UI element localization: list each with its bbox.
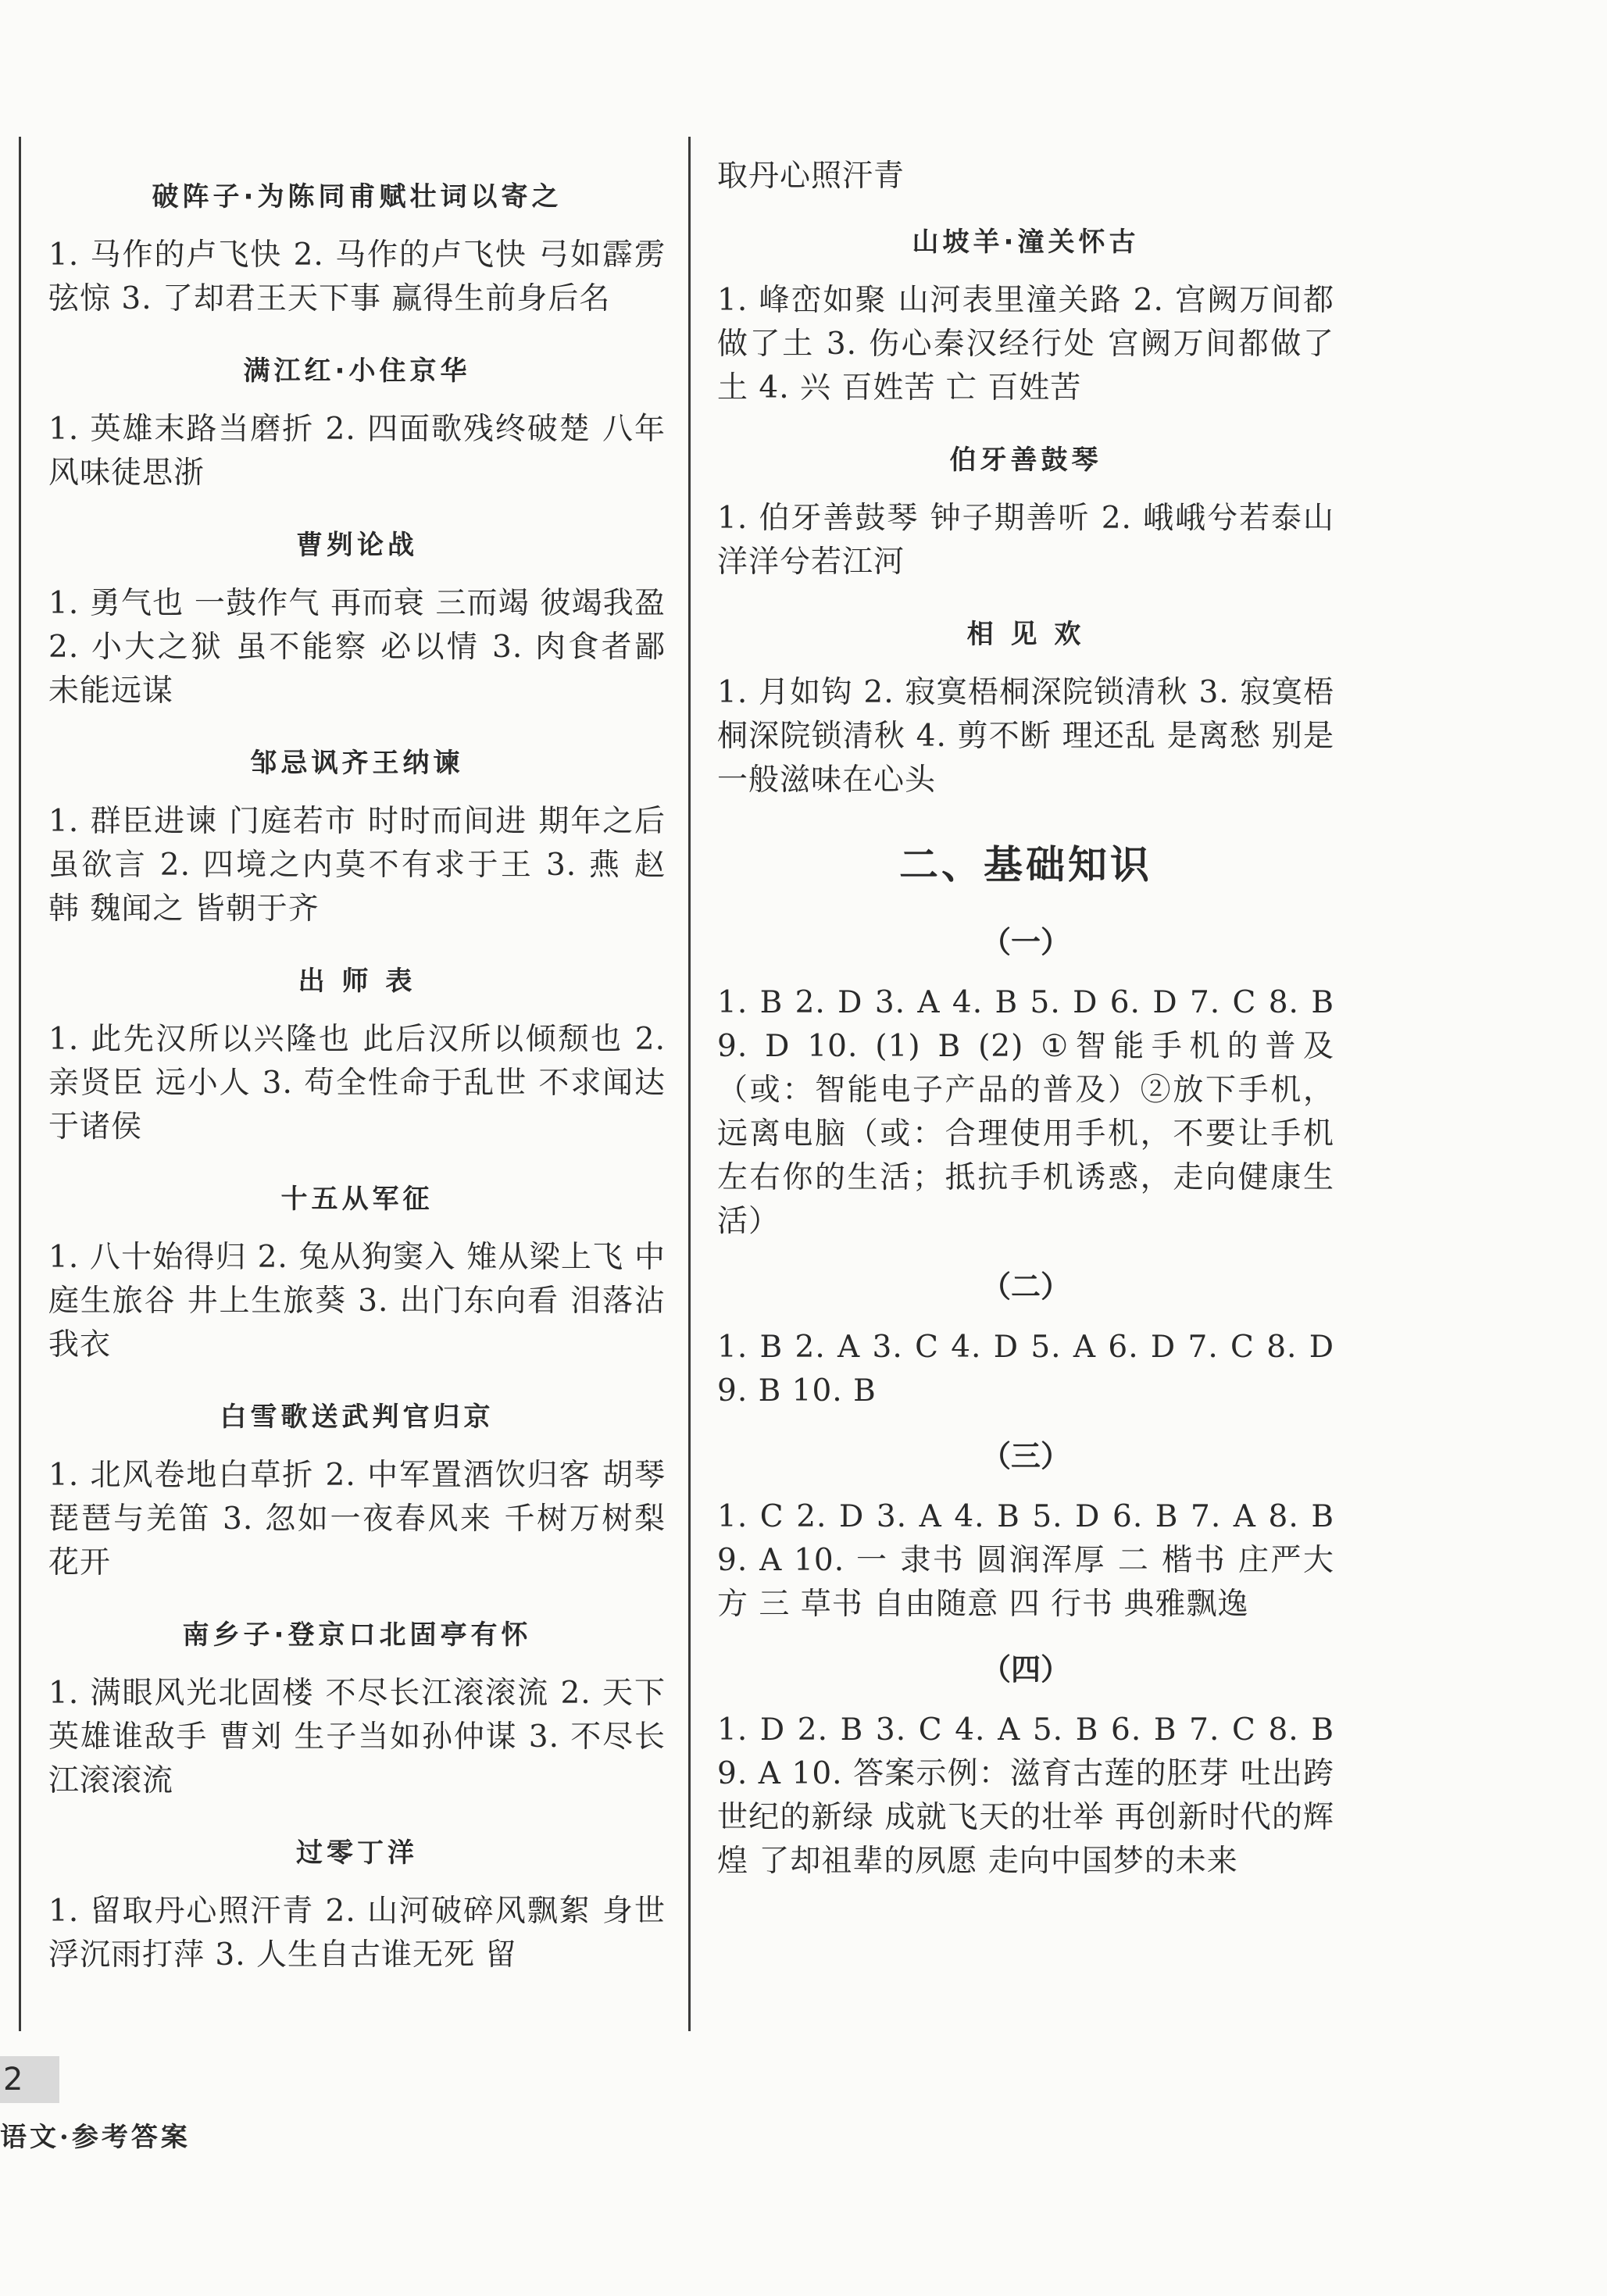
part [717,1432,1334,1626]
section-title: 白雪歌送武判官归京 [220,1402,495,1433]
section-answers: 1. 八十始得归 2. 兔从狗窦入 雉从梁上飞 中庭生旅谷 井上生旅葵 3. 出门东向看 泪落沾我衣 [48,1240,666,1362]
section-title: 曹刿论战 [296,530,418,561]
section-title: 相 见 欢 [966,619,1085,650]
section-answers: 1. 伯牙善鼓琴 钟子期善听 2. 峨峨兮若泰山 洋洋兮若江河 [717,501,1334,580]
part-answers: 1. D 2. B 3. C 4. A 5. B 6. B 7. C 8. B 9. A 10. 答案示例：滋育古莲的胚芽 吐出跨世纪的新绿 成就飞天的壮举 再创新时代的辉煌 了却祖辈的夙愿 走向中国梦的未来 [717,1712,1334,1879]
section-title: 南乡子·登京口北固亭有怀 [182,1619,532,1651]
part [717,1262,1334,1413]
section-title: 山坡羊·潼关怀古 [912,227,1140,258]
section [48,1177,666,1367]
part-answers: 1. B 2. A 3. C 4. D 5. A 6. D 7. C 8. D 9. B 10. B [717,1330,1334,1409]
section [48,349,666,495]
section [48,959,666,1149]
part-label: （四） [980,1651,1070,1687]
section-answers: 1. 英雄末路当磨折 2. 四面歌残终破楚 八年风味徒思浙 [48,412,666,491]
section-answers: 1. 满眼风光北固楼 不尽长江滚滚流 2. 天下英雄谁敌手 曹刘 生子当如孙仲谋 3. 不尽长江滚滚流 [48,1676,666,1798]
section [48,523,666,713]
section-title: 破阵子·为陈同甫赋壮词以寄之 [152,181,562,212]
section-answers: 1. 留取丹心照汗青 2. 山河破碎风飘絮 身世浮沉雨打萍 3. 人生自古谁无死 留 [48,1894,666,1973]
section [48,1613,666,1803]
section-answers: 1. 马作的卢飞快 2. 马作的卢飞快 弓如霹雳弦惊 3. 了却君王天下事 赢得生前身后名 [48,237,666,316]
part-label: （三） [980,1438,1070,1473]
section-title: 满江红·小住京华 [243,355,471,387]
basics-heading: 二、基础知识 [899,842,1152,887]
part-answers: 1. C 2. D 3. A 4. B 5. D 6. B 7. A 8. B 9. A 10. 一 隶书 圆润浑厚 二 楷书 庄严大方 三 草书 自由随意 四 行书 典雅飘逸 [717,1499,1334,1622]
right-column [717,155,1334,1884]
section-answers: 1. 群臣进谏 门庭若市 时时而间进 期年之后 虽欲言 2. 四境之内莫不有求于王 3. 燕 赵 韩 魏闻之 皆朝于齐 [48,804,666,927]
section [48,741,666,931]
part [717,918,1334,1244]
section-answers: 1. 峰峦如聚 山河表里潼关路 2. 宫阙万间都做了土 3. 伤心秦汉经行处 宫阙万间都做了土 4. 兴 百姓苦 亡 百姓苦 [717,283,1334,405]
section-title: 出 师 表 [298,966,416,997]
section-answers: 1. 月如钩 2. 寂寞梧桐深院锁清秋 3. 寂寞梧桐深院锁清秋 4. 剪不断 理还乱 是离愁 别是一般滋味在心头 [717,675,1334,798]
left-column [48,141,666,1977]
section-answers: 1. 勇气也 一鼓作气 再而衰 三而竭 彼竭我盈 2. 小大之狱 虽不能察 必以情 3. 肉食者鄙 未能远谋 [48,586,666,709]
section-title: 邹忌讽齐王纳谏 [250,748,464,779]
section [48,1831,666,1977]
section [717,438,1334,584]
section [48,1395,666,1585]
section-title: 过零丁洋 [296,1837,418,1869]
footer-label: 语文·参考答案 [0,2122,191,2153]
section-answers: 1. 此先汉所以兴隆也 此后汉所以倾颓也 2. 亲贤臣 远小人 3. 苟全性命于乱世 不求闻达于诸侯 [48,1022,666,1144]
section-title: 伯牙善鼓琴 [949,445,1102,476]
section [717,612,1334,802]
column-divider [688,137,691,2031]
part-answers: 1. B 2. D 3. A 4. B 5. D 6. D 7. C 8. B 9. D 10. (1) B (2) ①智能手机的普及（或：智能电子产品的普及）②放下手机，远离电脑（或：合理使用手机，不要让手机左右你的生活；抵抗手机诱惑，走向健康生活） [717,985,1334,1239]
part [717,1645,1334,1884]
continued-text: 取丹心照汗青 [717,159,905,194]
section-title: 十五从军征 [280,1184,434,1215]
section [717,220,1334,410]
left-margin-rule [19,137,21,2031]
part-label: （一） [980,924,1070,959]
section [48,175,666,321]
part-label: （二） [980,1269,1070,1304]
section-answers: 1. 北风卷地白草折 2. 中军置酒饮归客 胡琴琵琶与羌笛 3. 忽如一夜春风来 千树万树梨花开 [48,1458,666,1580]
page-number: 2 [0,2056,59,2103]
